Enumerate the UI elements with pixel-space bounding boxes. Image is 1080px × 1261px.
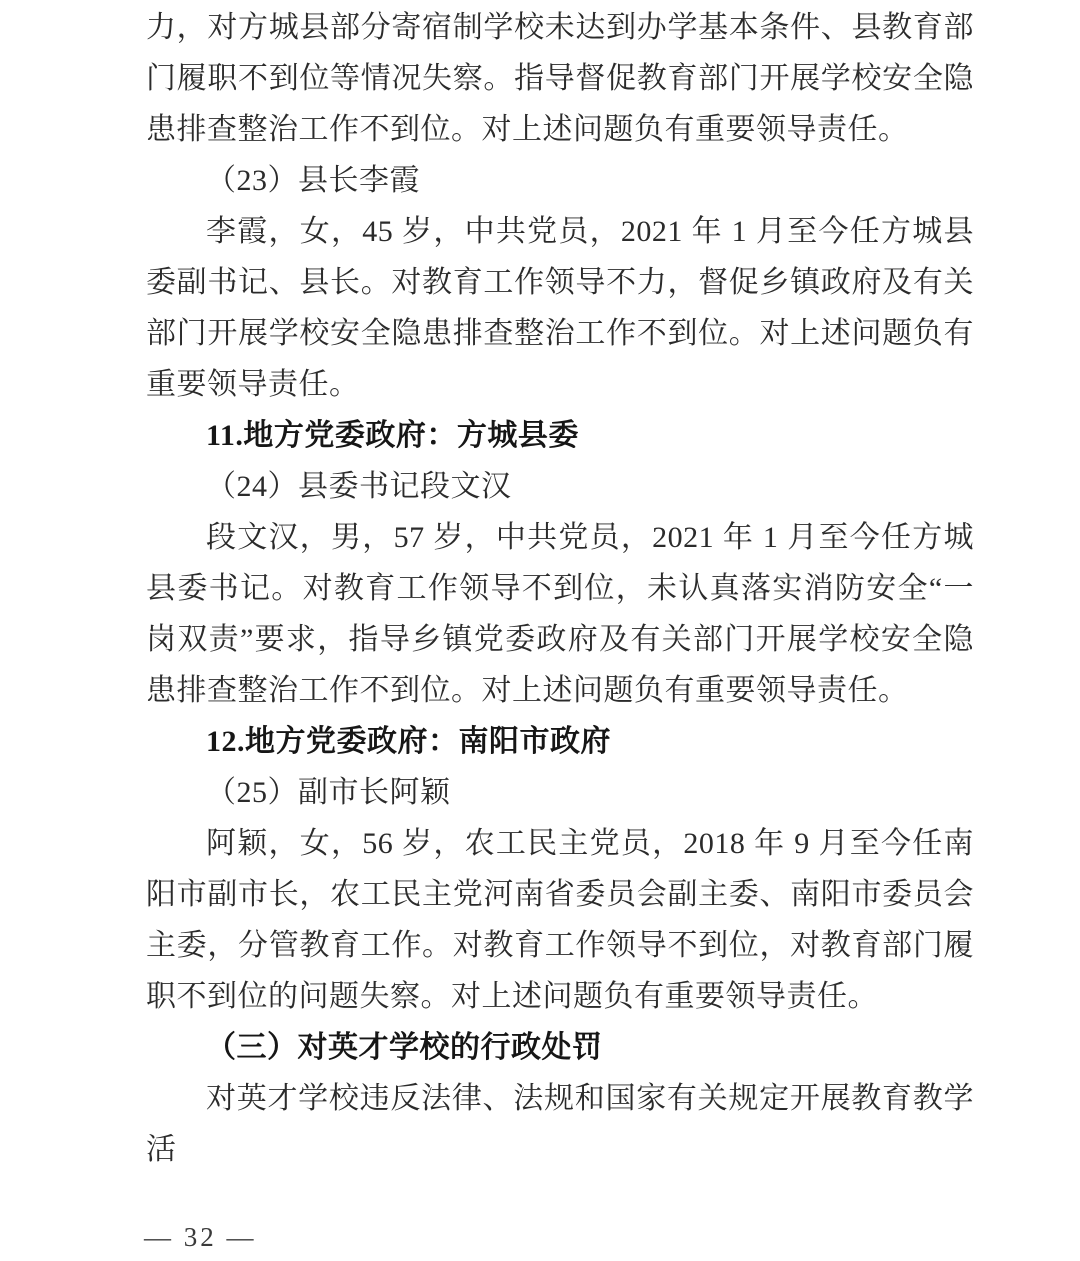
document-body [146, 2, 974, 1175]
numbered-heading-11: 11.地方党委政府：方城县委 [206, 419, 579, 452]
sub-item-25: （25）副市长阿颖 [206, 776, 451, 809]
paragraph-continuation: 力，对方城县部分寄宿制学校未达到办学基本条件、县教育部门履职不到位等情况失察。指导督促教育部门开展学校安全隐患排查整治工作不到位。对上述问题负有重要领导责任。 [146, 11, 974, 146]
paragraph-li-xia: 李霞，女，45 岁，中共党员，2021 年 1 月至今任方城县委副书记、县长。对教育工作领导不力，督促乡镇政府及有关部门开展学校安全隐患排查整治工作不到位。对上述问题负有重要领导责任。 [146, 215, 974, 401]
paragraph-truncated: 对英才学校违反法律、法规和国家有关规定开展教育教学活 [146, 1082, 974, 1166]
page-number: — 32 — [144, 1222, 257, 1252]
numbered-heading-12: 12.地方党委政府：南阳市政府 [206, 725, 611, 758]
sub-item-24: （24）县委书记段文汉 [206, 470, 512, 503]
section-heading-three: （三）对英才学校的行政处罚 [206, 1031, 603, 1064]
paragraph-a-ying: 阿颖，女，56 岁，农工民主党员，2018 年 9 月至今任南阳市副市长，农工民主党河南省委员会副主委、南阳市委员会主委，分管教育工作。对教育工作领导不到位，对教育部门履职不到位的问题失察。对上述问题负有重要领导责任。 [146, 827, 974, 1013]
sub-item-23: （23）县长李霞 [206, 164, 420, 197]
paragraph-duan-wenhan: 段文汉，男，57 岁，中共党员，2021 年 1 月至今任方城县委书记。对教育工作领导不到位，未认真落实消防安全“一岗双责”要求，指导乡镇党委政府及有关部门开展学校安全隐患排查整治工作不到位。对上述问题负有重要领导责任。 [146, 521, 974, 707]
